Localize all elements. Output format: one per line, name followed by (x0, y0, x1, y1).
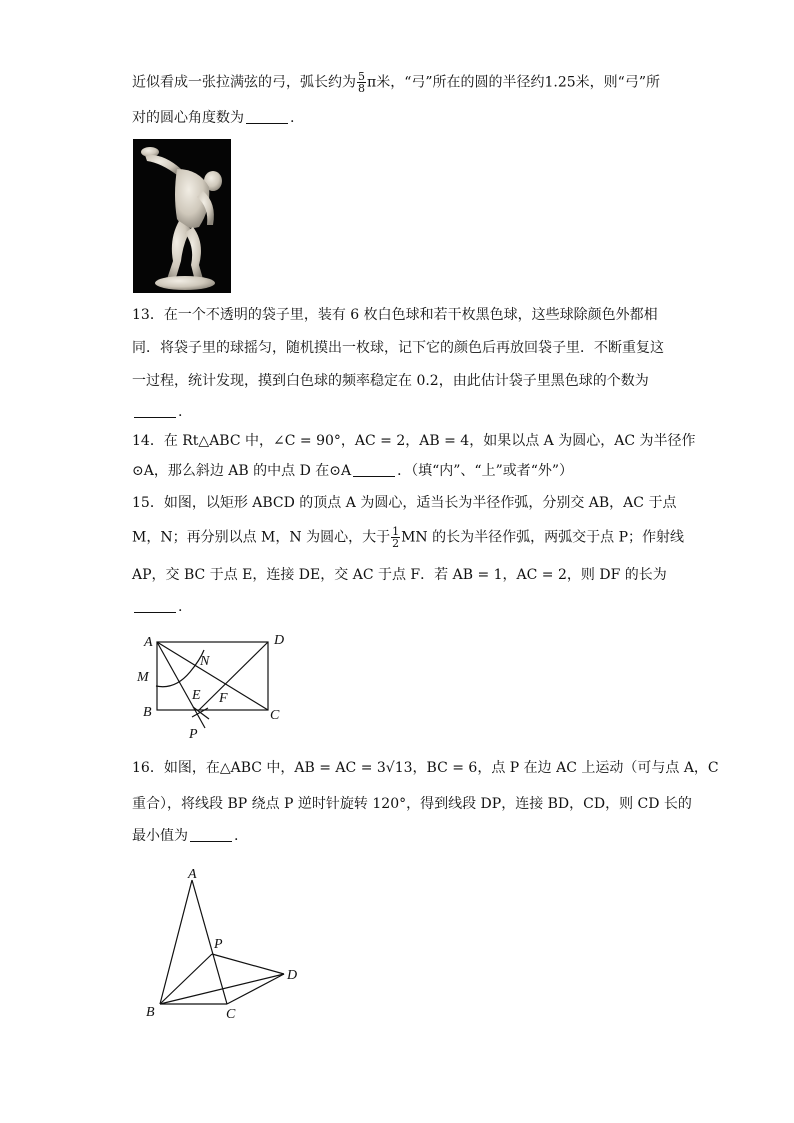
label-p: P (214, 937, 223, 952)
q16-answer-blank[interactable] (190, 827, 232, 842)
q15-line-2 (132, 526, 684, 549)
label-c: C (226, 1007, 236, 1022)
q15-line-4 (132, 597, 182, 617)
q14-text-a: ⊙A，那么斜边 AB 的中点 D 在⊙A (132, 463, 352, 479)
q15-line-3: AP，交 BC 于点 E，连接 DE，交 AC 于点 F．若 AB = 1，AC = 2，则 DF 的长为 (132, 567, 667, 583)
label-n: N (200, 654, 210, 669)
q13-line-4 (132, 402, 182, 422)
q13-line-3: 一过程，统计发现，摸到白色球的频率稳定在 0.2，由此估计袋子里黑色球的个数为 (132, 373, 649, 389)
label-m: M (137, 670, 149, 685)
q12-text-2: 对的圆心角度数为 (132, 110, 244, 126)
q15-line-1: 15．如图，以矩形 ABCD 的顶点 A 为圆心，适当长为半径作弧，分别交 AB，AC 于点 (132, 495, 677, 511)
q15-end: . (178, 599, 183, 615)
q14-answer-blank[interactable] (353, 462, 395, 477)
q12-frac-den: 8 (358, 82, 365, 95)
q16-triangle-figure (140, 864, 310, 1024)
diagonal-ac (157, 642, 268, 710)
label-b: B (146, 1005, 155, 1020)
segment-bp (160, 954, 212, 1004)
q16-text-3: 最小值为 (132, 828, 188, 844)
q16-end: . (234, 828, 239, 844)
segment-pd (212, 954, 284, 974)
q15-rectangle-figure (130, 628, 300, 743)
q13-answer-blank[interactable] (134, 403, 176, 418)
segment-cd (227, 974, 284, 1004)
q15-frac-den: 2 (392, 537, 400, 550)
label-b: B (143, 705, 152, 720)
q16-line-3 (132, 826, 238, 846)
q14-text-b: ．（填“内”、“上”或者“外”） (397, 463, 574, 479)
q12-frac-num: 5 (358, 70, 365, 83)
discus-thrower-statue-image (133, 139, 231, 293)
q15-text-b: MN 的长为半径作弧，两弧交于点 P；作射线 (401, 529, 684, 546)
q16-line-2: 重合），将线段 BP 绕点 P 逆时针旋转 120°，得到线段 DP，连接 BD，CD，则 CD 长的 (132, 796, 692, 812)
q15-fraction (391, 526, 400, 549)
q12-answer-blank[interactable] (246, 109, 288, 124)
q12-text-b: π米，“弓”所在的圆的半径约1.25米，则“弓”所 (367, 74, 661, 91)
q12-line-2 (132, 108, 294, 128)
label-p: P (189, 727, 198, 742)
ray-ap (157, 642, 205, 728)
q15-text-a: M，N；再分别以点 M，N 为圆心，大于 (132, 529, 391, 546)
label-a: A (144, 635, 153, 650)
label-c: C (270, 708, 280, 723)
q14-line-1: 14．在 Rt△ABC 中，∠C = 90°，AC = 2，AB = 4，如果以点 A 为圆心，AC 为半径作 (132, 433, 696, 449)
label-f: F (219, 691, 228, 706)
segment-ab (160, 880, 192, 1004)
label-d: D (274, 633, 285, 648)
q13-end: . (178, 404, 183, 420)
label-e: E (192, 688, 201, 703)
q12-line-1 (132, 71, 660, 94)
q12-fraction (357, 71, 366, 94)
label-a: A (188, 867, 197, 882)
segment-de (199, 642, 268, 710)
segment-bd (160, 974, 284, 1004)
q13-line-1: 13．在一个不透明的袋子里，装有 6 枚白色球和若干枚黑色球，这些球除颜色外都相 (132, 307, 658, 323)
q13-line-2: 同．将袋子里的球摇匀，随机摸出一枚球，记下它的颜色后再放回袋子里．不断重复这 (132, 340, 664, 356)
q16-line-1: 16．如图，在△ABC 中，AB = AC = 3√13，BC = 6，点 P 在边 AC 上运动（可与点 A，C (132, 760, 719, 776)
label-d: D (287, 968, 298, 983)
q12-text-a: 近似看成一张拉满弦的弓，弧长约为 (132, 74, 356, 91)
q15-answer-blank[interactable] (134, 598, 176, 613)
q15-frac-num: 1 (392, 525, 400, 538)
q12-end: . (290, 110, 295, 126)
q14-line-2 (132, 461, 573, 481)
